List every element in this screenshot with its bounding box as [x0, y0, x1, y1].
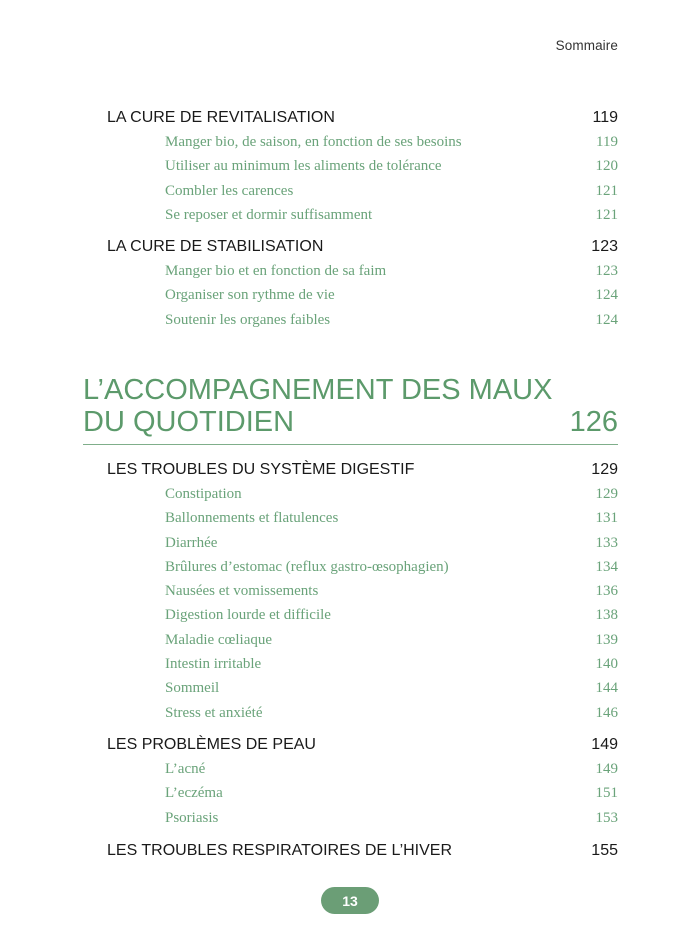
entry-label: L’eczéma	[165, 785, 223, 802]
title-word: DE	[175, 109, 207, 126]
title-word: TROUBLES RESPIRATOIRES	[141, 842, 361, 859]
title-word: DE	[241, 736, 273, 753]
toc-entry	[165, 130, 618, 154]
entry-label: Nausées et vomissements	[165, 583, 319, 600]
page-number-badge: 13	[321, 887, 379, 914]
title-word: STABILISATION	[206, 238, 324, 255]
chapter-title-line2-row	[83, 406, 618, 438]
entry-label: Constipation	[165, 486, 242, 502]
title-word: CURE	[130, 238, 176, 255]
entry-page: 121	[595, 206, 618, 223]
section-troubles-digestif	[107, 458, 618, 725]
entry-page: 124	[595, 287, 618, 304]
section-title	[107, 733, 316, 757]
toc-entry	[165, 283, 618, 307]
title-word: LA	[107, 238, 131, 255]
title-word: DE	[360, 842, 392, 859]
toc-entry	[165, 506, 618, 530]
entry-page: 144	[595, 680, 618, 697]
entry-page: 133	[595, 534, 618, 551]
entry-label: Sommeil	[165, 680, 220, 697]
title-word: SYSTÈME DIGESTIF	[259, 461, 415, 478]
toc-entry	[165, 179, 618, 203]
entry-page: 120	[595, 158, 618, 175]
entry-page: 129	[595, 486, 618, 502]
chapter-title-line2: DU QUOTIDIEN	[83, 406, 295, 438]
section-title	[107, 106, 335, 130]
running-head: Sommaire	[555, 38, 618, 53]
toc-entry	[165, 531, 618, 555]
toc-entry	[165, 259, 618, 283]
entry-label: Soutenir les organes faibles	[165, 311, 331, 328]
entry-page: 140	[595, 656, 618, 673]
title-word: LES	[107, 461, 142, 478]
toc-entry	[165, 806, 618, 830]
toc-entry	[165, 154, 618, 178]
entry-page: 134	[595, 558, 618, 575]
section-page: 129	[591, 461, 618, 478]
section-troubles-respiratoires	[107, 839, 618, 863]
entry-label: Manger bio, de saison, en fonction de ses besoins	[165, 134, 462, 150]
section-page: 149	[591, 736, 618, 753]
section-title	[107, 235, 323, 259]
toc-entry	[165, 781, 618, 805]
section-title	[107, 458, 414, 482]
entry-label: Maladie cœliaque	[165, 631, 273, 648]
section-problemes-peau	[107, 733, 618, 830]
toc-entry	[165, 652, 618, 676]
entry-label: Stress et anxiété	[165, 704, 263, 721]
title-word: DU	[227, 461, 260, 478]
title-word: LA	[107, 109, 131, 126]
entry-label: Ballonnements et flatulences	[165, 510, 339, 527]
entry-label: Diarrhée	[165, 534, 218, 551]
title-word: DE	[175, 238, 207, 255]
entry-label: Brûlures d’estomac (reflux gastro-œsophagien)	[165, 558, 449, 575]
section-title	[107, 839, 452, 863]
title-word: CURE	[130, 109, 176, 126]
entry-page: 123	[595, 263, 618, 279]
title-word: LES	[107, 842, 142, 859]
entry-label: L’acné	[165, 761, 206, 777]
entry-page: 153	[595, 809, 618, 826]
entry-label: Se reposer et dormir suffisamment	[165, 206, 373, 223]
entry-label: Psoriasis	[165, 809, 219, 826]
entry-label: Digestion lourde et difficile	[165, 607, 331, 624]
toc-entry	[165, 308, 618, 332]
section-page: 123	[591, 238, 618, 255]
section-cure-stabilisation	[107, 235, 618, 332]
section-page: 155	[591, 842, 618, 859]
entry-page: 124	[595, 311, 618, 328]
section-page: 119	[592, 109, 618, 126]
section-cure-revitalisation	[107, 106, 618, 227]
entry-label: Organiser son rythme de vie	[165, 287, 335, 304]
title-word: LES	[107, 736, 142, 753]
toc-entry	[165, 579, 618, 603]
section-heading	[107, 235, 618, 259]
toc-entry	[165, 628, 618, 652]
section-heading	[107, 733, 618, 757]
section-heading	[107, 106, 618, 130]
entry-label: Manger bio et en fonction de sa faim	[165, 263, 387, 279]
entry-page: 151	[595, 785, 618, 802]
title-word: L’HIVER	[391, 842, 453, 859]
toc-entry	[165, 482, 618, 506]
entry-page: 139	[595, 631, 618, 648]
chapter-heading	[83, 374, 618, 445]
section-heading	[107, 458, 618, 482]
entry-page: 136	[595, 583, 618, 600]
title-word: PROBLÈMES	[141, 736, 242, 753]
entry-page: 138	[595, 607, 618, 624]
entry-page: 121	[595, 182, 618, 199]
title-word: REVITALISATION	[206, 109, 335, 126]
entry-page: 119	[596, 134, 618, 150]
section-heading	[107, 839, 618, 863]
toc-entry	[165, 757, 618, 781]
entry-label: Combler les carences	[165, 182, 294, 199]
toc-entry	[165, 701, 618, 725]
entry-label: Utiliser au minimum les aliments de tolérance	[165, 158, 442, 175]
title-word: PEAU	[272, 736, 316, 753]
entry-page: 131	[595, 510, 618, 527]
entry-page: 149	[595, 761, 618, 777]
entry-label: Intestin irritable	[165, 656, 262, 673]
toc-entry	[165, 203, 618, 227]
chapter-title-line1: L’ACCOMPAGNEMENT DES MAUX	[83, 374, 553, 406]
toc-entry	[165, 555, 618, 579]
toc-entry	[165, 676, 618, 700]
toc-entry	[165, 603, 618, 627]
title-word: TROUBLES	[141, 461, 228, 478]
entry-page: 146	[595, 704, 618, 721]
chapter-page: 126	[569, 406, 618, 438]
